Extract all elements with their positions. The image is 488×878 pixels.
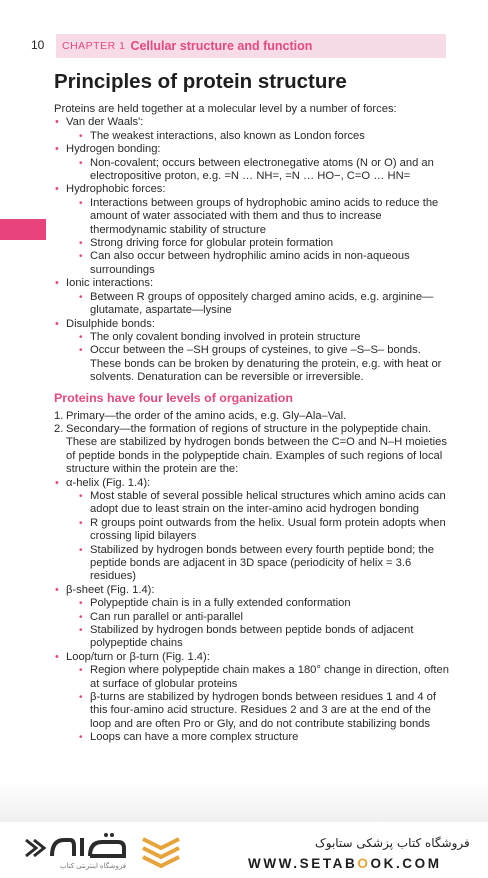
sub-list [66, 197, 454, 277]
bullet-icon: • [55, 317, 59, 330]
store-url [248, 856, 442, 871]
forces-list [54, 116, 454, 384]
sub-item [66, 544, 454, 584]
sub-item-text: Loops can have a more complex structure [90, 731, 299, 744]
list-item [54, 116, 454, 143]
bullet-icon: • [79, 197, 83, 209]
sub-item [66, 130, 454, 143]
bullet-icon: • [79, 291, 83, 303]
item-number: 1. [54, 409, 64, 422]
section-title: Principles of protein structure [54, 70, 347, 93]
sub-item-text: Between R groups of oppositely charged amino acids, e.g. arginine—glutamate, aspartate—lysine [90, 290, 434, 317]
bullet-icon: • [79, 345, 83, 357]
bullet-icon: • [79, 251, 83, 263]
watermark-footer [0, 822, 488, 878]
bullet-icon: • [79, 598, 83, 610]
sub-item [66, 344, 454, 384]
list-item [54, 477, 454, 584]
sub-item-text: Non-covalent; occurs between electronegative atoms (N or O) and an electropositive proton, e.g. =N … NH=, =N … HO−, C=O … HN= [90, 156, 434, 183]
bullet-icon: • [55, 143, 59, 156]
sub-item-text: β-turns are stabilized by hydrogen bonds between residues 1 and 4 of this four-amino acid structure. Residues 2 and 3 are at the end of the loop and are often Pro or Gly, and do not contribute stabilizing bonds [90, 691, 437, 730]
sub-item-text: Interactions between groups of hydrophobic amino acids to reduce the amount of water associated with them and thus to increase thermodynamic stability of structure [90, 196, 439, 236]
sub-list [66, 664, 454, 744]
item-label: Ionic interactions: [66, 277, 154, 290]
sub-list [66, 130, 454, 143]
sub-item-text: Stabilized by hydrogen bonds between peptide bonds of adjacent polypeptide chains [90, 624, 414, 650]
item-label: Van der Waals': [66, 116, 144, 129]
bullet-icon: • [55, 650, 59, 663]
sub-item [66, 331, 454, 344]
chevron-logo-icon [140, 834, 182, 870]
item-label: α-helix (Fig. 1.4): [66, 476, 151, 489]
sub-item-text: Region where polypeptide chain makes a 180° change in direction, often at surface of globular proteins [90, 664, 449, 690]
bullet-icon: • [79, 625, 83, 637]
item-label: Loop/turn or β-turn (Fig. 1.4): [66, 650, 210, 663]
chapter-header [56, 34, 446, 58]
store-url-part: OK.COM [370, 856, 442, 871]
bullet-icon: • [79, 490, 83, 502]
item-label: β-sheet (Fig. 1.4): [66, 583, 155, 596]
item-label: Disulphide bonds: [66, 317, 155, 330]
page-number: 10 [31, 38, 45, 52]
sub-item-text: R groups point outwards from the helix. Usual form protein adopts when crossing lipid bilayers [90, 516, 446, 543]
numbered-item [54, 410, 454, 423]
sub-item [66, 611, 454, 624]
sub-item [66, 691, 454, 731]
sub-item [66, 237, 454, 250]
structures-list [54, 477, 454, 745]
sub-item [66, 250, 454, 277]
sub-list [66, 331, 454, 385]
item-number: 2. [54, 422, 64, 435]
sub-list [66, 157, 454, 184]
item-label: Hydrogen bonding: [66, 143, 161, 156]
levels-list [54, 410, 454, 477]
sub-item-text: Polypeptide chain is in a fully extended conformation [90, 597, 351, 610]
logo-subtitle: فروشگاه اینترنتی کتاب [60, 863, 127, 870]
sub-item-text: The weakest interactions, also known as London forces [90, 129, 365, 142]
sub-list [66, 490, 454, 584]
sub-item [66, 664, 454, 691]
list-item [54, 183, 454, 277]
sub-item [66, 490, 454, 517]
side-thumb-tab [0, 219, 46, 240]
sub-item [66, 291, 454, 318]
bullet-icon: • [79, 732, 83, 744]
bullet-icon: • [79, 130, 83, 142]
bottom-fade [0, 780, 488, 825]
bullet-icon: • [79, 157, 83, 169]
sub-item [66, 597, 454, 610]
store-url-accent: O [357, 856, 371, 871]
subsection-title: Proteins have four levels of organization [54, 390, 293, 405]
bullet-icon: • [79, 238, 83, 250]
sub-item-text: Stabilized by hydrogen bonds between every fourth peptide bond; the peptide bonds are adjacent in 3D space (periodicity of helix = 3.6 residues) [90, 543, 434, 583]
sub-item-text: Most stable of several possible helical structures which amino acids can adopt due to least strain on the inter-amino acid hydrogen bonding [90, 489, 446, 516]
list-item [54, 277, 454, 317]
chapter-title: Cellular structure and function [130, 39, 313, 53]
sub-item [66, 624, 454, 651]
sub-item [66, 157, 454, 184]
bullet-icon: • [79, 692, 83, 704]
list-item [54, 584, 454, 651]
sub-item [66, 517, 454, 544]
intro-text: Proteins are held together at a molecular level by a number of forces: [54, 103, 397, 115]
bullet-icon: • [79, 331, 83, 343]
sub-item-text: Strong driving force for globular protein formation [90, 237, 334, 250]
bullet-icon: • [55, 183, 59, 196]
bullet-icon: • [79, 517, 83, 529]
store-name: فروشگاه کتاب پزشکی ستابوک [315, 836, 470, 850]
sub-item-text: The only covalent bonding involved in protein structure [90, 330, 361, 343]
chapter-label: CHAPTER 1 [62, 40, 126, 52]
item-label: Hydrophobic forces: [66, 183, 166, 196]
numbered-item [54, 423, 454, 477]
sub-item [66, 731, 454, 744]
bullet-icon: • [79, 611, 83, 623]
item-text: Secondary—the formation of regions of structure in the polypeptide chain. These are stabilized by hydrogen bonds between the C=O and N–H moieties of peptide bonds in the polypeptide chain. Examples of such regions of local structure within the protein are the: [66, 422, 447, 476]
sub-list [66, 291, 454, 318]
list-item [54, 318, 454, 385]
sub-item-text: Occur between the –SH groups of cysteines, to give –S–S– bonds. These bonds can be broken by denaturing the protein, e.g. with heat or solvents. Denaturation can be reversible or irreversible. [90, 344, 442, 384]
sub-list [66, 597, 454, 651]
page-body [54, 70, 454, 745]
bullet-icon: • [55, 583, 59, 596]
sub-item [66, 197, 454, 237]
bullet-icon: • [79, 544, 83, 556]
list-item [54, 143, 454, 183]
sub-item-text: Can run parallel or anti-parallel [90, 610, 243, 623]
bullet-icon: • [79, 665, 83, 677]
sub-item-text: Can also occur between hydrophilic amino acids in non-aqueous surroundings [90, 250, 410, 276]
bullet-icon: • [55, 277, 59, 290]
list-item [54, 651, 454, 745]
item-text: Primary—the order of the amino acids, e.g. Gly–Ala–Val. [66, 409, 347, 422]
bullet-icon: • [55, 476, 59, 489]
store-url-part: WWW.SETAB [248, 856, 358, 871]
bullet-icon: • [55, 116, 59, 129]
